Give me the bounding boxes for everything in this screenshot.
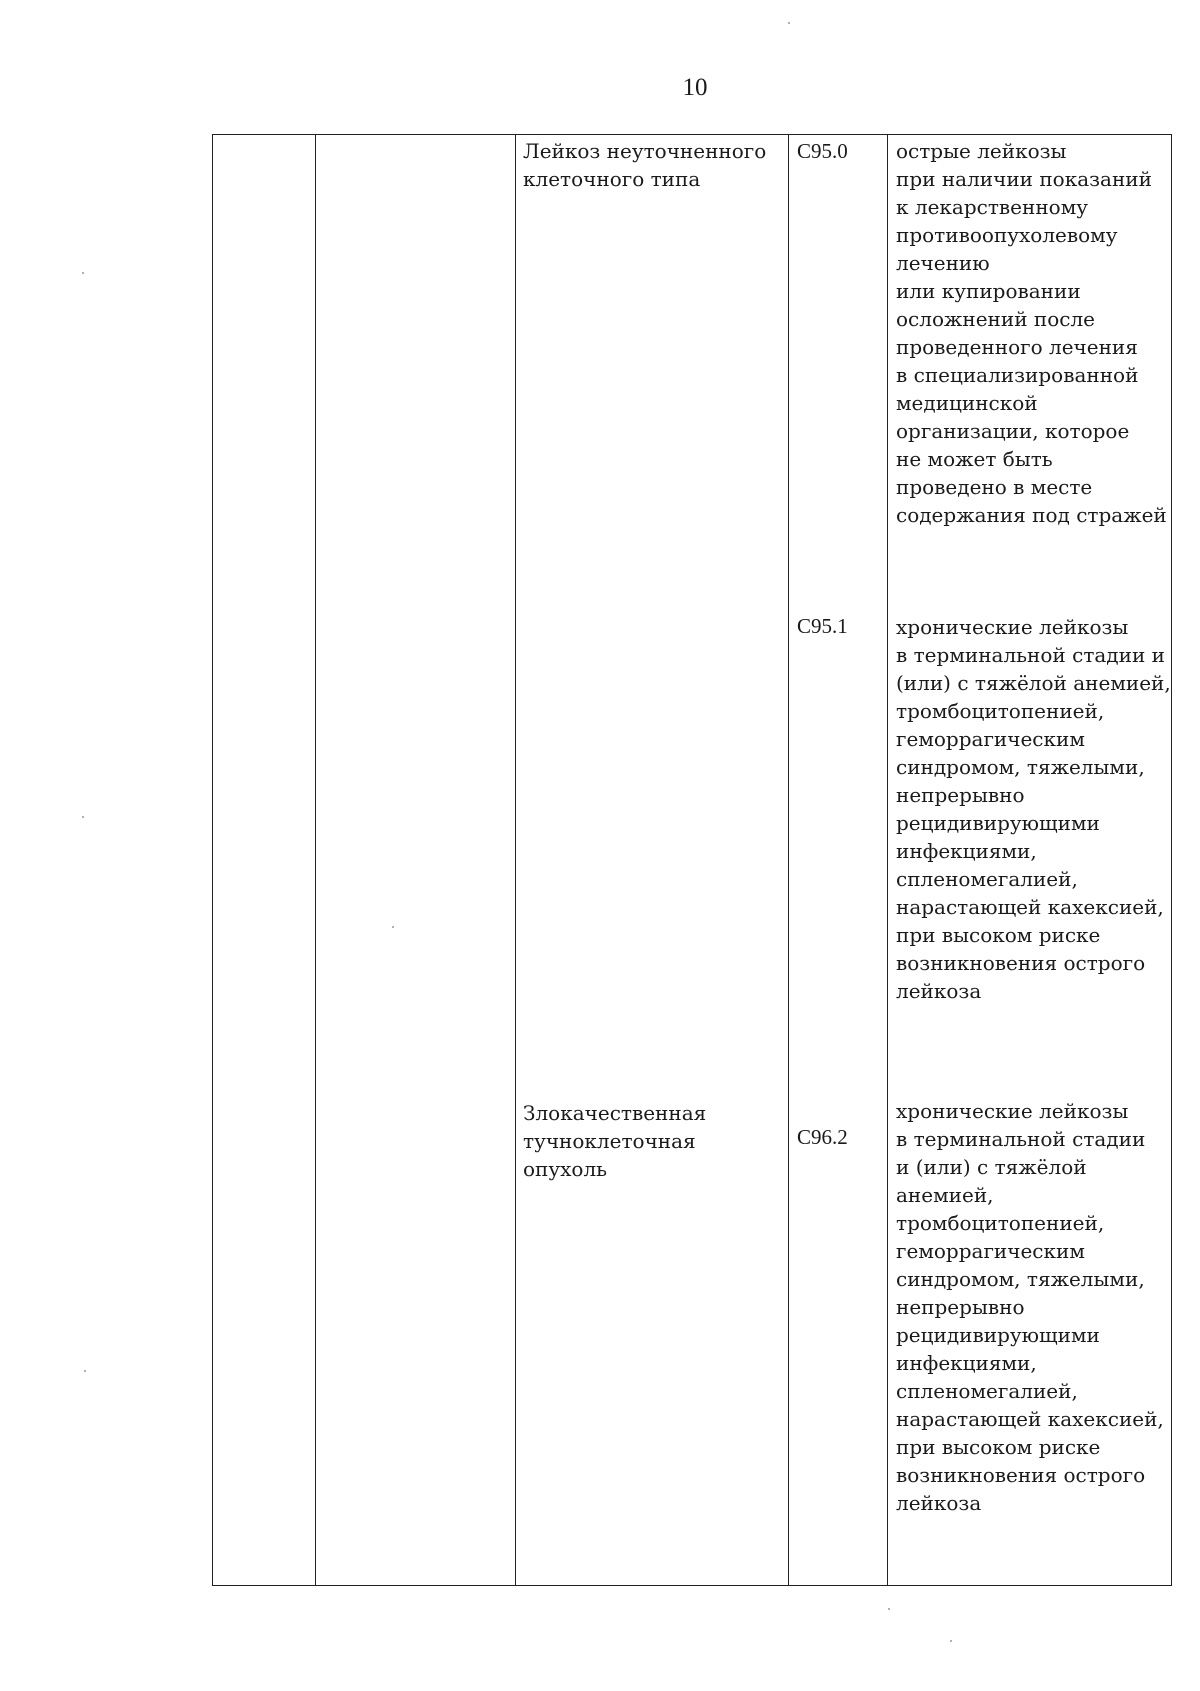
scan-speck bbox=[788, 22, 790, 24]
condition-cell: хронические лейкозы в терминальной стадии и (или) с тяжёлой анемией, тромбоцитопенией, геморрагическим синдромом, тяжелыми, непрерывно рецидивирующими инфекциями, спленомегалией, нарастающей кахексией, при высоком риске возникновения острого лейкоза bbox=[896, 1099, 1164, 1515]
column-divider-3 bbox=[788, 135, 789, 1585]
scan-speck bbox=[82, 816, 84, 818]
scan-speck bbox=[392, 926, 394, 928]
disease-table bbox=[212, 134, 1172, 1586]
disease-name-cell: Злокачественная тучноклеточная опухоль bbox=[523, 1101, 707, 1181]
scan-speck bbox=[950, 1640, 952, 1642]
scan-speck bbox=[84, 1370, 86, 1372]
disease-name-cell: Лейкоз неуточненного клеточного типа bbox=[523, 139, 767, 191]
icd-code-cell: C96.2 bbox=[797, 1125, 848, 1149]
column-divider-1 bbox=[315, 135, 316, 1585]
condition-cell: хронические лейкозы в терминальной стадии и (или) с тяжёлой анемией, тромбоцитопенией, геморрагическим синдромом, тяжелыми, непрерывно рецидивирующими инфекциями, спленомегалией, нарастающей кахексией, при высоком риске возникновения острого лейкоза bbox=[896, 615, 1171, 1003]
icd-code-cell: C95.1 bbox=[797, 614, 848, 638]
scan-speck bbox=[888, 1608, 890, 1610]
condition-cell: острые лейкозы при наличии показаний к лекарственному противоопухолевому лечению или купировании осложнений после проведенного лечения в специализированной медицинской организации, которое не может быть проведено в месте содержания под стражей bbox=[896, 139, 1167, 527]
column-divider-2 bbox=[515, 135, 516, 1585]
column-divider-4 bbox=[887, 135, 888, 1585]
icd-code-cell: C95.0 bbox=[797, 139, 848, 163]
scan-speck bbox=[82, 272, 84, 274]
page-number: 10 bbox=[682, 74, 708, 101]
